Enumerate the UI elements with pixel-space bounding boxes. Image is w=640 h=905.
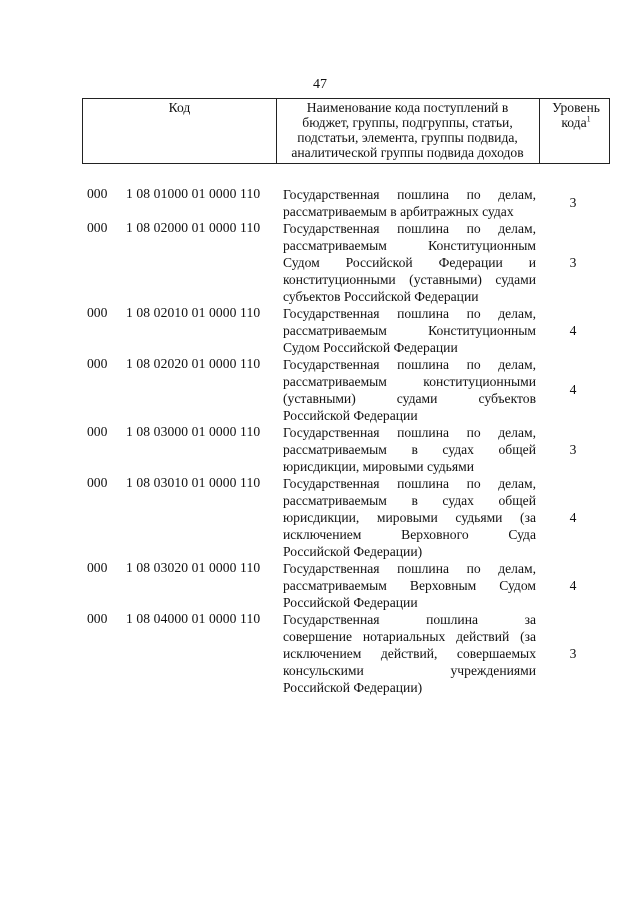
row-code: 1 08 02020 01 0000 110 — [126, 356, 261, 371]
row-level: 3 — [569, 646, 577, 661]
row-code: 1 08 03000 01 0000 110 — [126, 424, 261, 439]
row-name-line: Государственная пошлина по делам, — [283, 187, 536, 202]
row-code: 1 08 02010 01 0000 110 — [126, 305, 261, 320]
header-name-line: Наименование кода поступлений в — [306, 100, 509, 115]
row-name-line: рассматриваемым в судах общей — [283, 442, 536, 457]
header-level-line: Уровень — [552, 100, 600, 115]
row-name — [283, 611, 536, 696]
row-prefix: 000 — [87, 424, 108, 439]
row-name-line: Российской Федерации — [283, 408, 418, 423]
row-level: 3 — [569, 195, 577, 210]
row-level: 3 — [569, 255, 577, 270]
row-name-line: Российской Федерации — [283, 595, 418, 610]
row-name — [283, 424, 536, 475]
row-name-line: Российской Федерации) — [283, 680, 423, 695]
row-prefix: 000 — [87, 305, 108, 320]
footnote-marker: 1 — [586, 114, 591, 124]
row-name-line: (уставными) судами субъектов — [283, 391, 536, 406]
row-code: 1 08 01000 01 0000 110 — [126, 186, 261, 201]
row-name-line: конституционными (уставными) судами — [283, 272, 536, 287]
row-prefix: 000 — [87, 220, 108, 235]
row-level: 4 — [569, 323, 577, 338]
header-level-word: кода — [561, 115, 587, 130]
row-name — [283, 186, 536, 220]
row-name-line: субъектов Российской Федерации — [283, 289, 479, 304]
row-name-line: Российской Федерации) — [283, 544, 423, 559]
row-level: 4 — [569, 382, 577, 397]
row-name-line: рассматриваемым в судах общей — [283, 493, 536, 508]
row-name — [283, 305, 536, 356]
header-name — [276, 100, 539, 160]
row-name-line: Судом Российской Федерации и — [283, 255, 536, 270]
row-prefix: 000 — [87, 475, 108, 490]
row-name-line: совершение нотариальных действий (за — [283, 629, 536, 644]
table-header — [82, 98, 610, 164]
row-name-line: Государственная пошлина за — [283, 612, 536, 627]
row-name-line: консульскими учреждениями — [283, 663, 536, 678]
header-level — [539, 99, 612, 163]
row-prefix: 000 — [87, 186, 108, 201]
row-name-line: Государственная пошлина по делам, — [283, 476, 536, 491]
row-code: 1 08 03020 01 0000 110 — [126, 560, 261, 575]
row-name-line: Судом Российской Федерации — [283, 340, 458, 355]
row-name-line: Государственная пошлина по делам, — [283, 221, 536, 236]
row-prefix: 000 — [87, 611, 108, 626]
row-name-line: рассматриваемым Конституционным — [283, 323, 536, 338]
row-code: 1 08 02000 01 0000 110 — [126, 220, 261, 235]
row-name-line: рассматриваемым в арбитражных судах — [283, 204, 514, 219]
row-name-line: Государственная пошлина по делам, — [283, 561, 536, 576]
row-name — [283, 475, 536, 560]
header-name-line: аналитической группы подвида доходов — [291, 145, 524, 160]
header-level-line — [540, 115, 612, 130]
row-name-line: Государственная пошлина по делам, — [283, 357, 536, 372]
row-name-line: Государственная пошлина по делам, — [283, 306, 536, 321]
row-name — [283, 356, 536, 424]
header-code: Код — [83, 99, 277, 163]
row-name-line: рассматриваемым Конституционным — [283, 238, 536, 253]
row-name-line: рассматриваемым Верховным Судом — [283, 578, 536, 593]
row-level: 3 — [569, 442, 577, 457]
header-name-line: бюджет, группы, подгруппы, статьи, — [302, 115, 513, 130]
row-level: 4 — [569, 510, 577, 525]
row-name — [283, 560, 536, 611]
row-name-line: Государственная пошлина по делам, — [283, 425, 536, 440]
row-code: 1 08 04000 01 0000 110 — [126, 611, 261, 626]
row-name-line: юрисдикции, мировыми судьями — [283, 459, 475, 474]
row-prefix: 000 — [87, 356, 108, 371]
row-level: 4 — [569, 578, 577, 593]
header-name-line: подстатьи, элемента, группы подвида, — [297, 130, 518, 145]
row-name-line: юрисдикции, мировыми судьями (за — [283, 510, 536, 525]
row-prefix: 000 — [87, 560, 108, 575]
row-name-line: исключением действий, совершаемых — [283, 646, 536, 661]
page-number: 47 — [313, 77, 327, 92]
row-name — [283, 220, 536, 305]
row-name-line: рассматриваемым конституционными — [283, 374, 536, 389]
row-code: 1 08 03010 01 0000 110 — [126, 475, 261, 490]
row-name-line: исключением Верховного Суда — [283, 527, 536, 542]
